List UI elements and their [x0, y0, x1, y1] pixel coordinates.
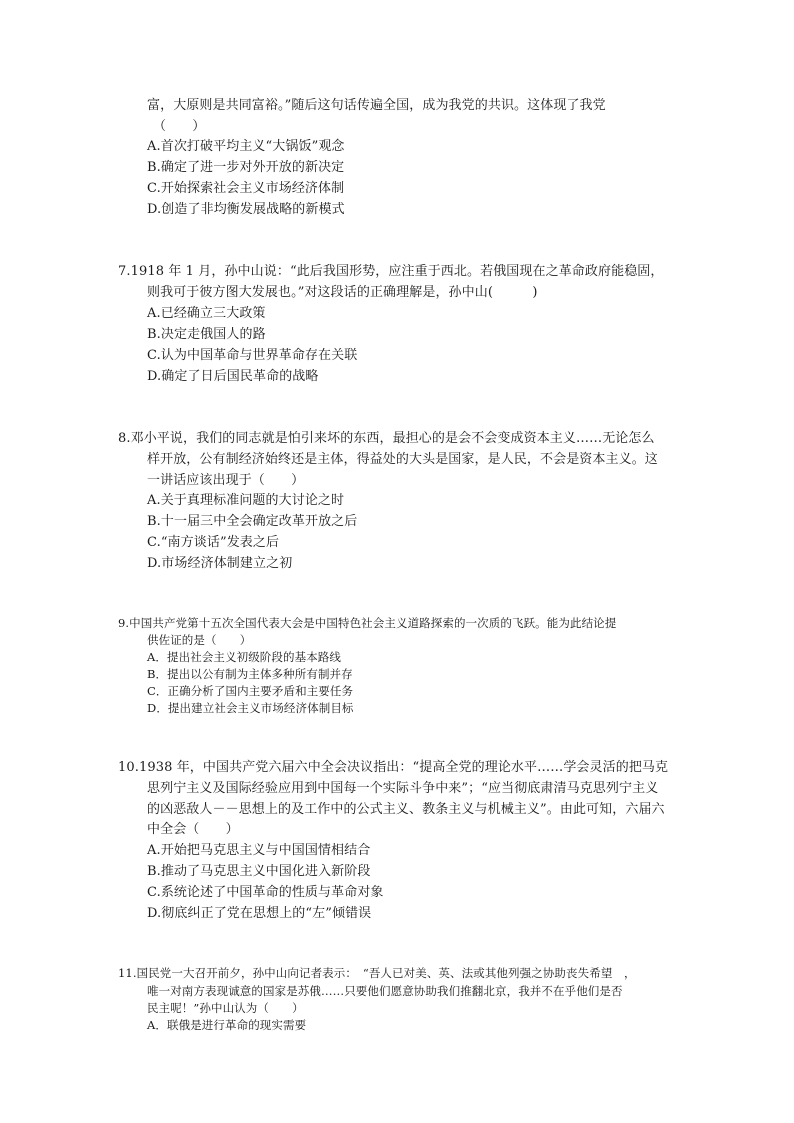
- q8-stem-line2: 样开放，公有制经济始终还是主体，得益处的大头是国家，是人民，不会是资本主义。这: [147, 452, 658, 467]
- q8-option-a: A.关于真理标准问题的大讨论之时: [147, 493, 345, 508]
- q6-option-a: A.首次打破平均主义“大锅饭”观念: [147, 139, 345, 154]
- q8-option-b: B.十一届三中全会确定改革开放之后: [147, 514, 358, 529]
- q6-option-b: B.确定了进一步对外开放的新决定: [147, 160, 345, 175]
- q8-option-d: D.市场经济体制建立之初: [147, 556, 293, 571]
- q9-stem-line1: 9.中国共产党第十五次全国代表大会是中国特色社会主义道路探索的一次质的飞跃。能为此结论提: [118, 616, 617, 630]
- q11-option-a: A．联俄是进行革命的现实需要: [147, 1018, 307, 1032]
- q8-stem-line3: 一讲话应该出现于（ ）: [147, 473, 305, 488]
- q10-stem-line4: 中全会（ ）: [147, 822, 239, 837]
- q9-option-a: A．提出社会主义初级阶段的基本路线: [147, 650, 342, 664]
- q9-option-c: C．正确分析了国内主要矛盾和主要任务: [147, 684, 354, 698]
- q11-stem-line2: 唯一对南方表现诚意的国家是苏俄……只要他们愿意协助我们推翻北京，我并不在乎他们是否: [147, 984, 623, 998]
- q10-stem-line1: 10.1938 年，中国共产党六届六中全会决议指出：“提高全党的理论水平……学会灵活的把马克: [118, 760, 669, 775]
- q6-option-d: D.创造了非均衡发展战略的新模式: [147, 202, 345, 217]
- q10-option-c: C.系统论述了中国革命的性质与革命对象: [147, 885, 384, 900]
- q6-stem-line1: 富，大原则是共同富裕。”随后这句话传遍全国，成为我党的共识。这体现了我党: [147, 98, 606, 113]
- q6-option-c: C.开始探索社会主义市场经济体制: [147, 181, 345, 196]
- q7-stem-line1: 7.1918 年 1 月，孙中山说：“此后我国形势，应注重于西北。若俄国现在之革命政府能稳固，: [118, 264, 664, 279]
- q8-option-c: C.“南方谈话”发表之后: [147, 535, 280, 550]
- q10-option-a: A.开始把马克思主义与中国国情相结合: [147, 843, 371, 858]
- q6-answer-blank: （ ）: [153, 119, 206, 134]
- q7-option-c: C.认为中国革命与世界革命存在关联: [147, 348, 358, 363]
- q7-stem-line2: 则我可于彼方图大发展也。”对这段话的正确理解是，孙中山( ): [147, 285, 538, 300]
- q11-stem-line1: 11.国民党一大召开前夕，孙中山向记者表示： “吾人已对美、英、法或其他列强之协助丧失希望 ，: [118, 966, 636, 980]
- q7-option-b: B.决定走俄国人的路: [147, 327, 266, 342]
- q9-option-d: D．提出建立社会主义市场经济体制目标: [147, 701, 354, 715]
- q9-stem-line2: 供佐证的是（ ）: [147, 633, 252, 647]
- q11-stem-line3: 民主呢！”孙中山认为（ ）: [147, 1001, 304, 1015]
- q10-option-b: B.推动了马克思主义中国化进入新阶段: [147, 864, 371, 879]
- q8-stem-line1: 8.邓小平说，我们的同志就是怕引来坏的东西，最担心的是会不会变成资本主义……无论怎么: [118, 431, 655, 446]
- q10-stem-line2: 思列宁主义及国际经验应用到中国每一个实际斗争中来”；“应当彻底肃清马克思列宁主义: [147, 781, 659, 796]
- q10-stem-line3: 的凶恶敌人－－思想上的及工作中的公式主义、教条主义与机械主义”。由此可知，六届六: [147, 802, 665, 817]
- q7-option-d: D.确定了日后国民革命的战略: [147, 369, 319, 384]
- q9-option-b: B．提出以公有制为主体多种所有制并存: [147, 667, 353, 681]
- q7-option-a: A.已经确立三大政策: [147, 306, 266, 321]
- q10-option-d: D.彻底纠正了党在思想上的“左”倾错误: [147, 906, 372, 921]
